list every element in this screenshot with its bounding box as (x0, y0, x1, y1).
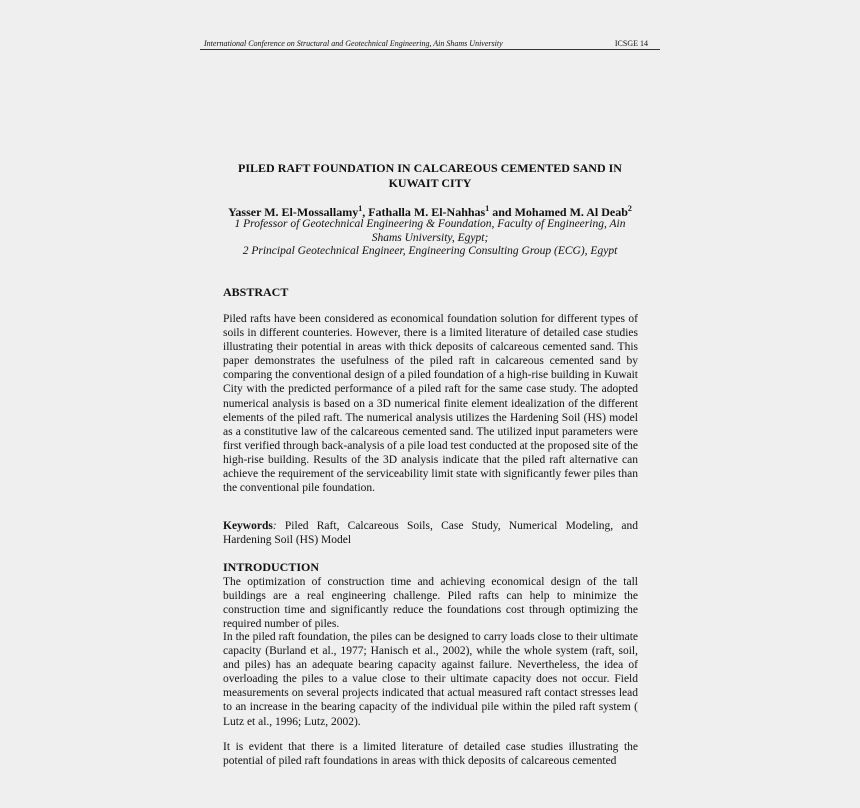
author-name: Yasser M. El-Mossallamy (228, 205, 359, 219)
introduction-paragraph-1: The optimization of construction time and achieving economical design of the tall buildings are a real engineering challenge. Piled rafts can help to minimize the construction time and significantly reduce the foundations cost through optimizing the required number of piles. (223, 576, 638, 631)
affiliation-1-line-1: 1 Professor of Geotechnical Engineering & Foundation, Faculty of Engineering, Ain (234, 218, 626, 230)
abstract-text: Piled rafts have been considered as economical foundation solution for different types of soils in different counteries. However, there is a limited literature of detailed case studies illustrating their potential in areas with thick deposits of calcareous cemented sand. This paper demonstrates the usefulness of the piled raft in calcareous cemented sand by comparing the conventional design of a piled foundation of a high-rise building in Kuwait City with the predicted performance of a piled raft for the same case study. The adopted numerical analysis is based on a 3D numerical finite element idealization of the different elements of the piled raft. The numerical analysis utilizes the Hardening Soil (HS) model as a constitutive law of the calcareous cemented sand. The utilized input parameters were first verified through back-analysis of a pile load test conducted at the proposed site of the high-rise building. Results of the 3D analysis indicate that the piled raft alternative can achieve the requirement of the serviceability limit state with significantly fewer piles than the conventional pile foundation. (223, 313, 638, 495)
title-line-1: PILED RAFT FOUNDATION IN CALCAREOUS CEMENTED SAND IN (238, 161, 622, 175)
conference-name: International Conference on Structural and Geotechnical Engineering, Ain Shams University (204, 39, 503, 48)
author-separator: , (362, 205, 369, 219)
paper-title (222, 161, 638, 191)
author-name: Fathalla M. El-Nahhas (368, 205, 486, 219)
author-affiliation-mark: 1 (358, 204, 363, 213)
abstract-heading: ABSTRACT (223, 285, 289, 299)
running-header (200, 38, 660, 50)
author-separator: and (489, 205, 515, 219)
title-line-2: KUWAIT CITY (388, 176, 472, 190)
author-name: Mohamed M. Al Deab (514, 205, 628, 219)
conference-code: ICSGE 14 (614, 39, 648, 48)
introduction-paragraph-3: It is evident that there is a limited literature of detailed case studies illustrating the potential of piled raft foundations in areas with thick deposits of calcareous cemented (223, 741, 638, 768)
affiliation-2: 2 Principal Geotechnical Engineer, Engineering Consulting Group (ECG), Egypt (242, 245, 618, 257)
affiliation-1 (222, 217, 638, 245)
author-affiliation-mark: 1 (485, 204, 490, 213)
introduction-paragraph-2: In the piled raft foundation, the piles can be designed to carry loads close to their ultimate capacity (Burland et al., 1977; Hanisch et al., 2002), while the whole system (raft, soil, and piles) has an adequate bearing capacity against failure. Nevertheless, the idea of overloading the piles to a value close to their ultimate capacity does not occur. Field measurements on several projects indicated that actual measured raft contact stresses lead to an increase in the bearing capacity of the individual pile within the piled raft system ( Lutz et al., 1996; Lutz, 2002). (223, 631, 638, 728)
affiliation-1-line-2: Shams University, Egypt; (371, 232, 489, 244)
keywords-colon: : (272, 520, 277, 532)
keywords-text: Piled Raft, Calcareous Soils, Case Study, Numerical Modeling, and Hardening Soil (HS) Model (223, 520, 638, 547)
keywords-label: Keywords (223, 520, 273, 532)
keywords (223, 519, 638, 547)
author-affiliation-mark: 2 (627, 204, 632, 213)
introduction-heading: INTRODUCTION (223, 560, 320, 574)
